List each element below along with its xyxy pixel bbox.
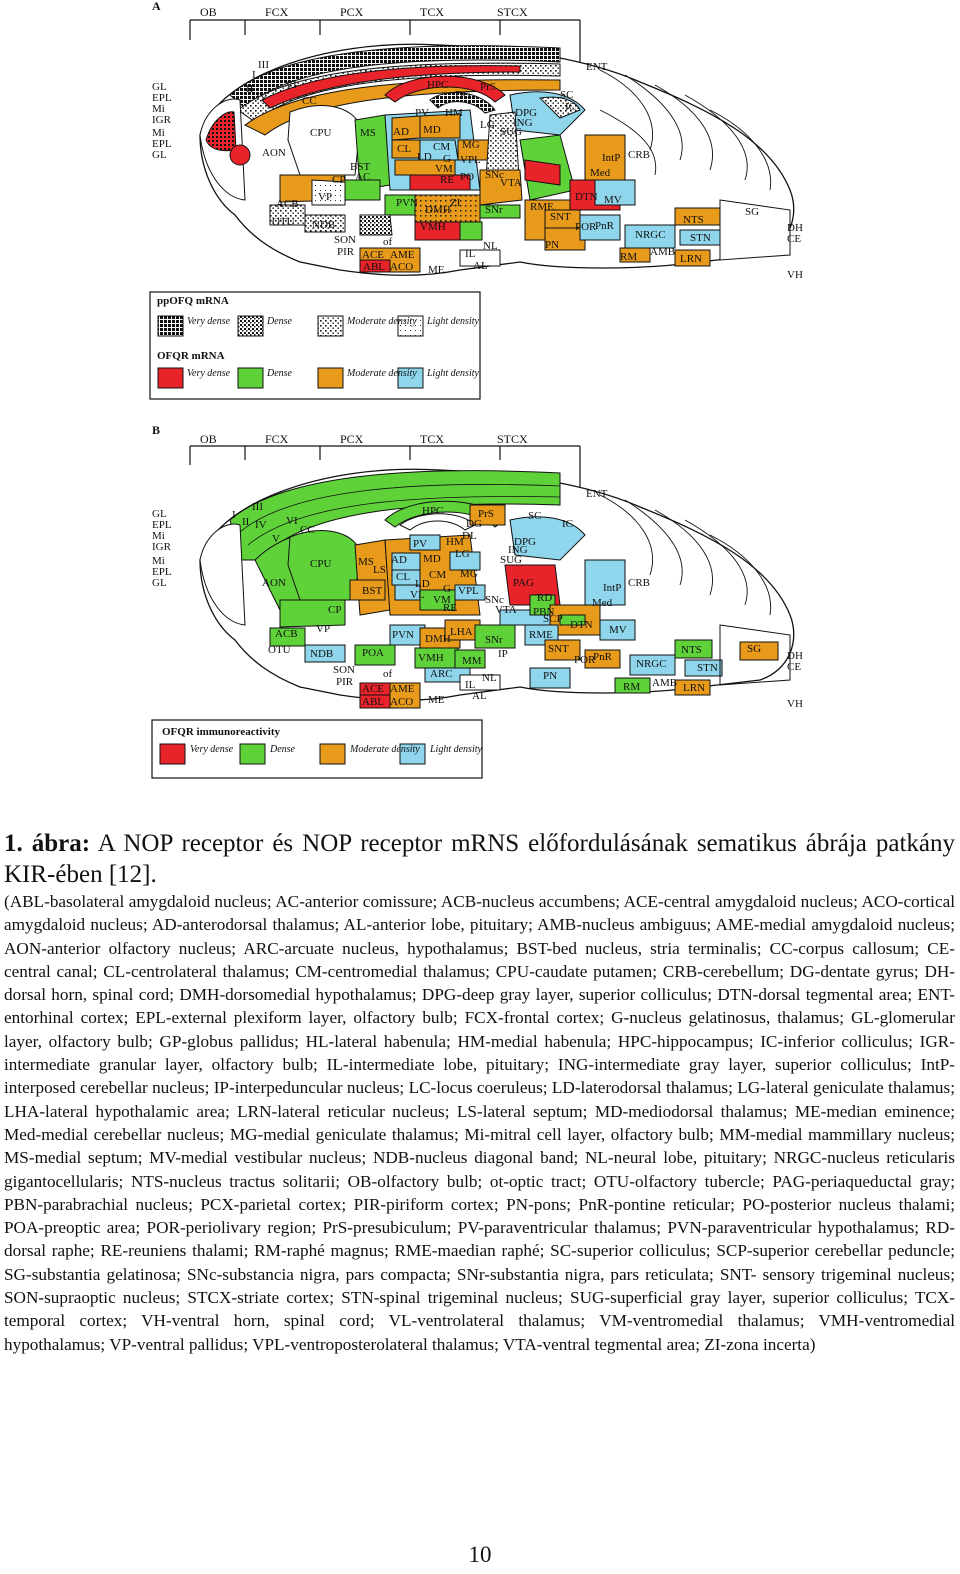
a-region-label: LRN <box>680 253 702 265</box>
a-region-label: AD <box>393 126 409 138</box>
legend-a-title-ofqr: OFQR mRNA <box>157 350 225 362</box>
b-region-label: MM <box>462 655 482 667</box>
a-region-label: ACO <box>390 261 414 273</box>
a-region-label: LD <box>417 151 432 163</box>
b-region-label: MS <box>358 556 374 568</box>
a-region-label: PO <box>460 171 475 183</box>
a-region-label: BST <box>350 161 371 173</box>
b-region-label: CRB <box>628 577 651 589</box>
a-region-label: AL <box>473 260 488 272</box>
a-region-label: ACE <box>362 249 384 261</box>
a-region-label: SNr <box>485 204 503 216</box>
a-region-label: IC <box>565 101 576 113</box>
a-region-label: NDB <box>312 219 336 231</box>
a-region-label: MG <box>462 139 480 151</box>
b-region-label: BST <box>362 585 383 597</box>
a-left-label: EPL <box>152 138 172 150</box>
a-right-label: ENT <box>586 61 608 73</box>
b-region-label: AL <box>472 690 487 702</box>
a-region-label: VI <box>285 79 297 91</box>
b-left-label: Mi <box>152 555 165 567</box>
a-region-label: I <box>252 69 256 81</box>
b-region-label: III <box>252 501 263 513</box>
b-region-label: POA <box>362 647 385 659</box>
a-region-label: NRGC <box>635 229 666 241</box>
a-region-label: SNT <box>550 211 571 223</box>
b-region-label: DG <box>466 518 482 530</box>
a-region-label: CP <box>332 174 346 186</box>
a-region-label: VP <box>318 191 333 203</box>
a-region-label: PVN <box>396 197 419 209</box>
b-region-label: DMH <box>425 633 451 645</box>
a-region-label: SUG <box>500 126 523 138</box>
b-top-label: FCX <box>265 432 289 446</box>
a-region-label: MV <box>604 194 622 206</box>
b-region-label: ABL <box>362 696 384 708</box>
b-region-label: PrS <box>478 508 494 520</box>
a-region-label: VTA <box>500 177 522 189</box>
a-region-label: RME <box>530 201 554 213</box>
b-region-label: SNT <box>548 643 569 655</box>
a-region-label: MD <box>423 124 441 136</box>
panel-a-left-labels <box>152 81 172 161</box>
b-region-label: VP <box>316 623 331 635</box>
a-region-label: SNc <box>485 169 504 181</box>
caption-text: A NOP receptor és NOP receptor mRNS előfordulásának sematikus ábrája patkány KIR-ében [12]. <box>4 830 955 888</box>
b-region-label: IntP <box>603 582 622 594</box>
a-region-label: of <box>383 236 393 248</box>
b-region-label: CPU <box>310 558 332 570</box>
legend-item: Very dense <box>187 316 231 327</box>
b-region-label: I <box>232 509 236 521</box>
legend-item: Dense <box>267 316 292 327</box>
a-top-label: OB <box>200 5 217 19</box>
a-region-label: AME <box>390 249 415 261</box>
b-region-label: POR <box>574 654 596 666</box>
b-top-label: STCX <box>497 432 528 446</box>
b-region-label: of <box>383 668 393 680</box>
panel-b <box>152 423 803 778</box>
a-region-label: MS <box>360 127 376 139</box>
b-region-label: MG <box>460 568 478 580</box>
b-region-label: CP <box>328 604 342 616</box>
b-region-label: AD <box>391 554 407 566</box>
a-region-label: AC <box>355 171 371 183</box>
a-top-label: FCX <box>265 5 289 19</box>
a-region-label: ZI <box>450 197 461 209</box>
a-region-label: IV <box>256 91 268 103</box>
a-right-label: VH <box>787 269 803 281</box>
b-region-label: PAG <box>513 577 534 589</box>
b-left-label: IGR <box>152 541 171 553</box>
a-region-label: DPG <box>515 107 538 119</box>
a-region-label: PIR <box>337 246 355 258</box>
a-region-label: SG <box>745 206 760 218</box>
b-region-label: CL <box>396 571 411 583</box>
b-region-label: ME <box>428 694 445 706</box>
b-region-label: RME <box>529 629 553 641</box>
a-region-label: CPU <box>310 127 332 139</box>
b-region-label: PN <box>543 670 558 682</box>
b-region-label: NTS <box>681 644 702 656</box>
figure-caption <box>4 828 955 890</box>
a-top-label: STCX <box>497 5 528 19</box>
legend-item: Light density <box>430 744 482 755</box>
a-region-label: III <box>258 59 269 71</box>
a-region-label: CM <box>433 141 451 153</box>
a-region-label: PnR <box>595 220 614 232</box>
legend-item: Dense <box>267 368 292 379</box>
b-region-label: MV <box>609 624 627 636</box>
b-left-label: EPL <box>152 519 172 531</box>
b-region-label: DPG <box>514 536 537 548</box>
legend-item: Light density <box>427 316 479 327</box>
legend-a-title-pp: ppOFQ mRNA <box>157 295 229 307</box>
b-region-label: SUG <box>500 554 523 566</box>
b-region-label: OTU <box>268 644 291 656</box>
abbreviation-list: (ABL-basolateral amygdaloid nucleus; AC-anterior comissure; ACB-nucleus accumbens; ACE-central amygdaloid nucleus; ACO-cortical amygdaloid nucleus; AD-anterodorsal thalamus; AL-anterior lobe, pituitary; AMB-nucleus ambiguus; AME-medial amygdaloid nucleus; AON-anterior olfactory nucleus; ARC-arcuate nucleus, hypothalamus; BST-bed nucleus, stria terminalis; CC-corpus callosum; CE-central canal; CL-centrolateral thalamus; CM-centromedial thalamus; CPU-caudate putamen; CRB-cerebellum; DG-dentate gyrus; DH-dorsal horn, spinal cord; DMH-dorsomedial hypothalamus; DPG-deep gray layer, superior colliculus; DTN-dorsal tegmental area; ENT-entorhinal cortex; EPL-external plexiform layer, olfactory bulb; FCX-frontal cortex; G-nucleus gelatinosus, thalamus; GL-glomerular layer, olfactory bulb; GP-globus pallidus; HL-lateral habenula; HM-medial habenula; HPC-hippocampus; IC-inferior colliculus; IGR- intermediate granular layer, olfactory bulb; IL-intermediate lobe, pituitary; ING-intermediate gray layer, superior colliculus; IntP-interposed cerebellar nucleus; IP-interpeduncular nucleus; LC-locus coeruleus; LD-laterodorsal thalamus; LG-lateral geniculate thalamus; LHA-lateral hypothalamic area; LRN-lateral reticular nucleus; LS-lateral septum; MD-mediodorsal thalamus; ME-median eminence; Med-medial cerebellar nucleus; MG-medial geniculate thalamus; Mi-mitral cell layer, olfactory bulb; MM-medial mammillary nucleus; MS-medial septum; MV-medial vestibular nucleus; NDB-nucleus diagonal band; NL-neural lobe, pituitary; NRGC-nucleus reticularis gigantocellularis; NTS-nucleus tractus solitarii; OB-olfactory bulb; ot-optic tract; OTU-olfactory tubercle; PAG-periaqueductal gray; PBN-parabrachial nucleus; PCX-parietal cortex; PIR-piriform cortex; PN-pons; PnR-pontine reticular; PO-posterior nucleus thalami; POA-preoptic area; POR-periolivary region; PrS-presubiculum; PV-paraventricular thalamus; PVN-paraventricular hypothalamus; RD-dorsal raphe; RE-reuniens thalami; RM-raphé magnus; RME-maedian raphé; SC-superior colliculus; SCP-superior cerebellar peduncle; SG-substantia gelatinosa; SNc-substancia nigra, pars compacta; SNr-substantia nigra, pars reticulata; SNT- sensory trigeminal nucleus; SON-supraoptic nucleus; STCX-striate cortex; STN-spinal trigeminal nucleus; SUG-superficial gray layer, superior colliculus; TCX-temporal cortex; VH-ventral horn, spinal cord; VL-ventrolateral thalamus; VM-ventromedial thalamus; VMH-ventromedial hypothalamus; VP-ventral pallidus; VPL-ventroposterolateral thalamus; VTA-ventral tegmental area; ZI-zona incerta) <box>4 892 955 1354</box>
panel-b-top-labels <box>200 432 528 446</box>
b-region-label: CM <box>429 569 447 581</box>
a-region-label: CRB <box>628 149 651 161</box>
a-right-label: DH <box>787 222 803 234</box>
legend-b-title: OFQR immunoreactivity <box>162 726 281 738</box>
page-number: 10 <box>468 1542 492 1567</box>
a-region-label: IL <box>465 248 476 260</box>
a-region-label: AMB <box>650 246 676 258</box>
b-region-label: LS <box>373 564 386 576</box>
b-region-label: ING <box>508 544 528 556</box>
a-region-label: ACB <box>276 198 299 210</box>
b-region-label: ACE <box>362 683 384 695</box>
b-region-label: SG <box>747 643 762 655</box>
b-right-label: ENT <box>586 488 608 500</box>
b-region-label: VL <box>410 589 425 601</box>
b-region-label: IL <box>465 679 476 691</box>
a-region-label: PV <box>415 107 430 119</box>
a-left-label: GL <box>152 81 167 93</box>
b-region-label: V <box>272 533 280 545</box>
panel-b-letter: B <box>152 423 161 437</box>
b-region-label: SC <box>528 510 542 522</box>
a-region-label: VPL <box>460 154 481 166</box>
b-region-label: LHA <box>450 626 473 638</box>
b-region-label: LRN <box>683 682 705 694</box>
b-region-label: RD <box>537 592 553 604</box>
b-left-label: Mi <box>152 530 165 542</box>
b-region-label: PIR <box>336 676 354 688</box>
a-region-label: HM <box>445 107 463 119</box>
b-region-label: ACB <box>275 628 298 640</box>
a-region-label: DMH <box>425 204 451 216</box>
b-region-label: SNr <box>485 634 503 646</box>
a-region-label: II <box>246 83 254 95</box>
a-left-label: EPL <box>152 92 172 104</box>
b-region-label: LD <box>415 578 430 590</box>
b-region-label: HM <box>446 536 464 548</box>
b-region-label: SNc <box>485 594 504 606</box>
b-region-label: DTN <box>570 619 593 631</box>
b-right-label: VH <box>787 698 803 710</box>
a-region-label: LG <box>480 119 495 131</box>
a-region-label: RE <box>440 174 455 186</box>
b-region-label: VTA <box>495 604 517 616</box>
b-region-label: SCP <box>543 613 563 625</box>
b-left-label: GL <box>152 577 167 589</box>
a-region-label: VM <box>435 163 453 175</box>
b-region-label: II <box>242 516 250 528</box>
b-region-label: SON <box>333 664 356 676</box>
b-left-label: GL <box>152 508 167 520</box>
a-region-label: PN <box>545 239 560 251</box>
b-region-label: Med <box>592 597 613 609</box>
legend-b <box>152 720 483 778</box>
b-region-label: PVN <box>392 629 415 641</box>
legend-item: Very dense <box>190 744 234 755</box>
legend-item: Very dense <box>187 368 231 379</box>
panel-b-left-labels <box>152 508 172 589</box>
panel-a-letter: A <box>152 0 161 13</box>
a-region-label: ABL <box>363 261 385 273</box>
a-region-label: NTS <box>683 214 704 226</box>
legend-item: Dense <box>270 744 295 755</box>
b-region-label: NL <box>482 672 497 684</box>
b-region-label: AME <box>390 683 415 695</box>
b-region-label: VI <box>286 515 298 527</box>
a-region-label: DTN <box>575 191 598 203</box>
b-top-label: TCX <box>420 432 444 446</box>
a-right-label: CE <box>787 233 802 245</box>
a-region-label: OTU <box>272 216 295 228</box>
a-left-label: GL <box>152 149 167 161</box>
legend-item: Moderate density <box>347 316 417 327</box>
a-region-label: AON <box>262 147 286 159</box>
b-right-label: DH <box>787 650 803 662</box>
b-region-label: AON <box>262 577 286 589</box>
a-region-label: SON <box>334 234 357 246</box>
b-region-label: VMH <box>418 652 444 664</box>
legend-item: Moderate density <box>350 744 420 755</box>
b-region-label: HPC <box>422 505 444 517</box>
b-region-label: G <box>443 583 451 595</box>
b-region-label: LG <box>455 548 470 560</box>
a-region-label: IntP <box>602 152 621 164</box>
a-region-label: SC <box>560 89 574 101</box>
b-region-label: VPL <box>458 585 479 597</box>
b-top-label: PCX <box>340 432 364 446</box>
b-region-label: PV <box>413 538 428 550</box>
legend-item: Light density <box>427 368 479 379</box>
a-region-label: NL <box>483 240 498 252</box>
a-region-label: RM <box>620 251 638 263</box>
caption-label: 1. ábra: <box>4 830 91 857</box>
panel-a <box>150 0 803 399</box>
a-left-label: Mi <box>152 127 165 139</box>
a-region-label: CC <box>302 95 317 107</box>
b-region-label: IV <box>255 519 267 531</box>
panel-a-top-labels <box>200 5 528 19</box>
b-region-label: IC <box>562 518 573 530</box>
b-region-label: NDB <box>310 648 334 660</box>
b-right-label: CE <box>787 661 802 673</box>
b-region-label: CC <box>300 524 315 536</box>
b-region-label: NRGC <box>636 658 667 670</box>
a-region-label: Med <box>590 167 611 179</box>
b-region-label: AMB <box>652 677 678 689</box>
a-region-label: G <box>443 153 451 165</box>
a-left-label: Mi <box>152 103 165 115</box>
b-region-label: IP <box>498 648 508 660</box>
a-region-label: VMH <box>420 221 446 233</box>
a-region-label: POR <box>575 221 597 233</box>
a-top-label: TCX <box>420 5 444 19</box>
a-top-label: PCX <box>340 5 364 19</box>
a-region-label: ING <box>513 117 533 129</box>
legend-item: Moderate density <box>347 368 417 379</box>
a-region-label: PrS <box>480 81 496 93</box>
b-region-label: STN <box>697 662 718 674</box>
a-region-label: STN <box>690 232 711 244</box>
a-region-label: CL <box>397 143 412 155</box>
a-region-label: ME <box>428 264 445 276</box>
a-left-label: IGR <box>152 114 171 126</box>
legend-a <box>150 292 480 399</box>
b-top-label: OB <box>200 432 217 446</box>
b-region-label: RM <box>623 681 641 693</box>
b-region-label: PnR <box>593 651 612 663</box>
a-region-label: DG <box>455 89 471 101</box>
b-region-label: DL <box>462 530 477 542</box>
b-region-label: ARC <box>430 668 453 680</box>
b-region-label: ACO <box>390 696 414 708</box>
b-left-label: EPL <box>152 566 172 578</box>
b-region-label: VM <box>433 594 451 606</box>
b-region-label: MD <box>423 553 441 565</box>
a-region-label: HPC <box>427 79 449 91</box>
b-region-label: PBN <box>533 606 555 618</box>
b-region-label: RE <box>443 602 458 614</box>
